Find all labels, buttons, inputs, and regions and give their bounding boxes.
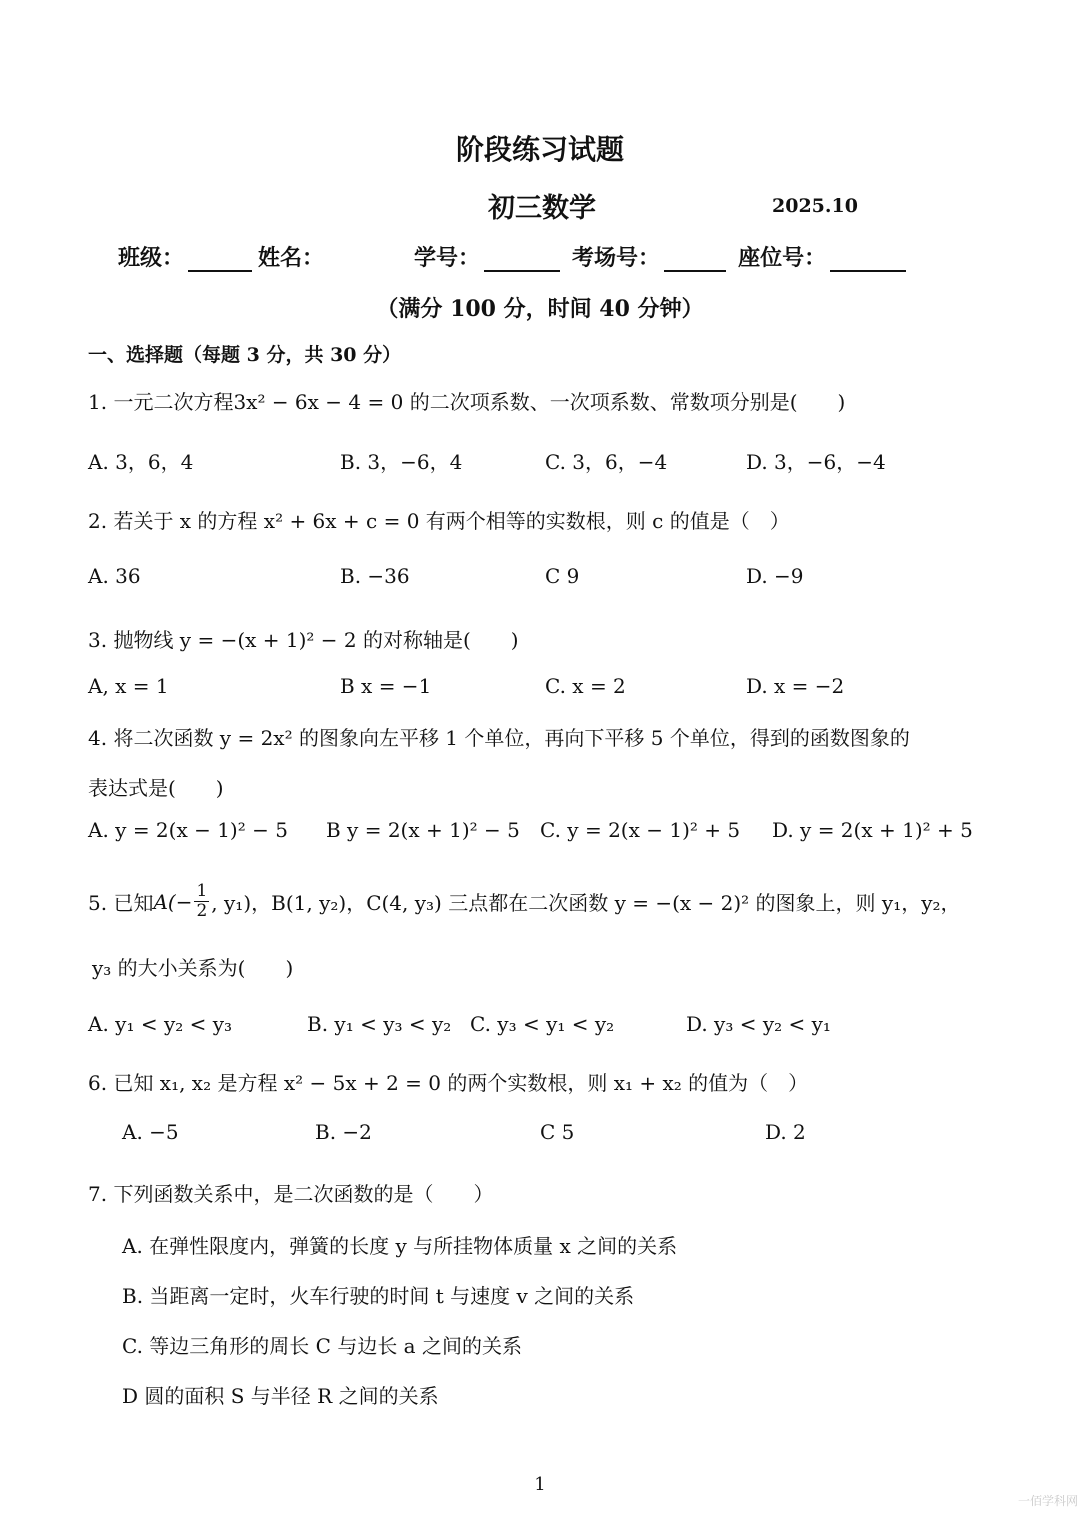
- q5-option-a[interactable]: A. y₁ < y₂ < y₃: [88, 1012, 233, 1036]
- q7-option-b[interactable]: B. 当距离一定时，火车行驶的时间 t 与速度 v 之间的关系: [122, 1284, 635, 1308]
- subject-title: 初三数学: [488, 193, 596, 224]
- student-id-blank[interactable]: [484, 248, 560, 272]
- question-1: 1. 一元二次方程3x² − 6x − 4 = 0 的二次项系数、一次项系数、常数项分别是( ): [88, 390, 846, 414]
- q1-option-b[interactable]: B. 3，−6，4: [340, 450, 463, 474]
- q5-rest: , y₁)，B(1, y₂)，C(4, y₃) 三点都在二次函数 y = −(x − 2)² 的图象上，则 y₁，y₂，: [211, 891, 961, 915]
- class-blank[interactable]: [188, 248, 252, 272]
- q3-option-b[interactable]: B x = −1: [340, 674, 432, 698]
- q7-option-a[interactable]: A. 在弹性限度内，弹簧的长度 y 与所挂物体质量 x 之间的关系: [122, 1234, 678, 1258]
- seat-blank[interactable]: [830, 248, 906, 272]
- q2-option-b[interactable]: B. −36: [340, 564, 410, 588]
- q2-option-c[interactable]: C 9: [545, 564, 580, 588]
- q5-fraction-denominator: 2: [196, 901, 208, 921]
- q1-option-a[interactable]: A. 3，6，4: [88, 450, 194, 474]
- question-3: 3. 抛物线 y = −(x + 1)² − 2 的对称轴是( ): [88, 628, 519, 652]
- q7-option-d[interactable]: D 圆的面积 S 与半径 R 之间的关系: [122, 1384, 439, 1408]
- q5-fraction-numerator: 1: [196, 881, 208, 901]
- page-title: 阶段练习试题: [455, 133, 624, 166]
- q6-option-a[interactable]: A. −5: [122, 1120, 179, 1144]
- q5-fraction: [194, 882, 209, 921]
- question-5-line2: y₃ 的大小关系为( ): [92, 956, 294, 980]
- q5-option-b[interactable]: B. y₁ < y₃ < y₂: [307, 1012, 452, 1036]
- q6-option-d[interactable]: D. 2: [765, 1120, 806, 1144]
- q5-option-d[interactable]: D. y₃ < y₂ < y₁: [686, 1012, 831, 1036]
- q7-option-c[interactable]: C. 等边三角形的周长 C 与边长 a 之间的关系: [122, 1334, 522, 1358]
- student-id-label: 学号：: [414, 245, 481, 271]
- q4-option-c[interactable]: C. y = 2(x − 1)² + 5: [540, 818, 741, 842]
- question-2: 2. 若关于 x 的方程 x² + 6x + c = 0 有两个相等的实数根，则 c 的值是（ ）: [88, 509, 790, 533]
- q4-option-d[interactable]: D. y = 2(x + 1)² + 5: [772, 818, 973, 842]
- q6-option-c[interactable]: C 5: [540, 1120, 575, 1144]
- question-5: [88, 882, 961, 921]
- q5-prefix: 5. 已知: [88, 891, 154, 915]
- q6-option-b[interactable]: B. −2: [315, 1120, 372, 1144]
- q3-option-c[interactable]: C. x = 2: [545, 674, 626, 698]
- q5-option-c[interactable]: C. y₃ < y₁ < y₂: [470, 1012, 615, 1036]
- q1-option-d[interactable]: D. 3，−6，−4: [746, 450, 886, 474]
- q2-option-a[interactable]: A. 36: [88, 564, 141, 588]
- exam-date: 2025.10: [772, 195, 858, 217]
- page-number: 1: [534, 1474, 546, 1495]
- class-label: 班级：: [118, 245, 185, 271]
- question-4: 4. 将二次函数 y = 2x² 的图象向左平移 1 个单位，再向下平移 5 个单位，得到的函数图象的: [88, 726, 910, 750]
- watermark-text: 一佰学科网: [1018, 1494, 1079, 1508]
- q4-option-a[interactable]: A. y = 2(x − 1)² − 5: [88, 818, 288, 842]
- score-note: （满分 100 分，时间 40 分钟）: [376, 296, 704, 322]
- name-label: 姓名：: [258, 245, 325, 271]
- q3-option-a[interactable]: A, x = 1: [88, 674, 169, 698]
- section-title: 一、选择题（每题 3 分，共 30 分）: [88, 344, 402, 366]
- q4-option-b[interactable]: B y = 2(x + 1)² − 5: [326, 818, 520, 842]
- q3-option-d[interactable]: D. x = −2: [746, 674, 845, 698]
- question-7: 7. 下列函数关系中，是二次函数的是（ ）: [88, 1182, 494, 1206]
- student-info-row: [118, 241, 912, 272]
- seat-label: 座位号：: [738, 245, 827, 271]
- q5-point-a-pre: A(−: [153, 889, 193, 914]
- q2-option-d[interactable]: D. −9: [746, 564, 804, 588]
- q1-option-c[interactable]: C. 3，6，−4: [545, 450, 668, 474]
- exam-room-blank[interactable]: [664, 248, 726, 272]
- exam-room-label: 考场号：: [572, 245, 661, 271]
- question-6: 6. 已知 x₁, x₂ 是方程 x² − 5x + 2 = 0 的两个实数根，则 x₁ + x₂ 的值为（ ）: [88, 1071, 809, 1095]
- question-4-line2: 表达式是( ): [88, 776, 224, 800]
